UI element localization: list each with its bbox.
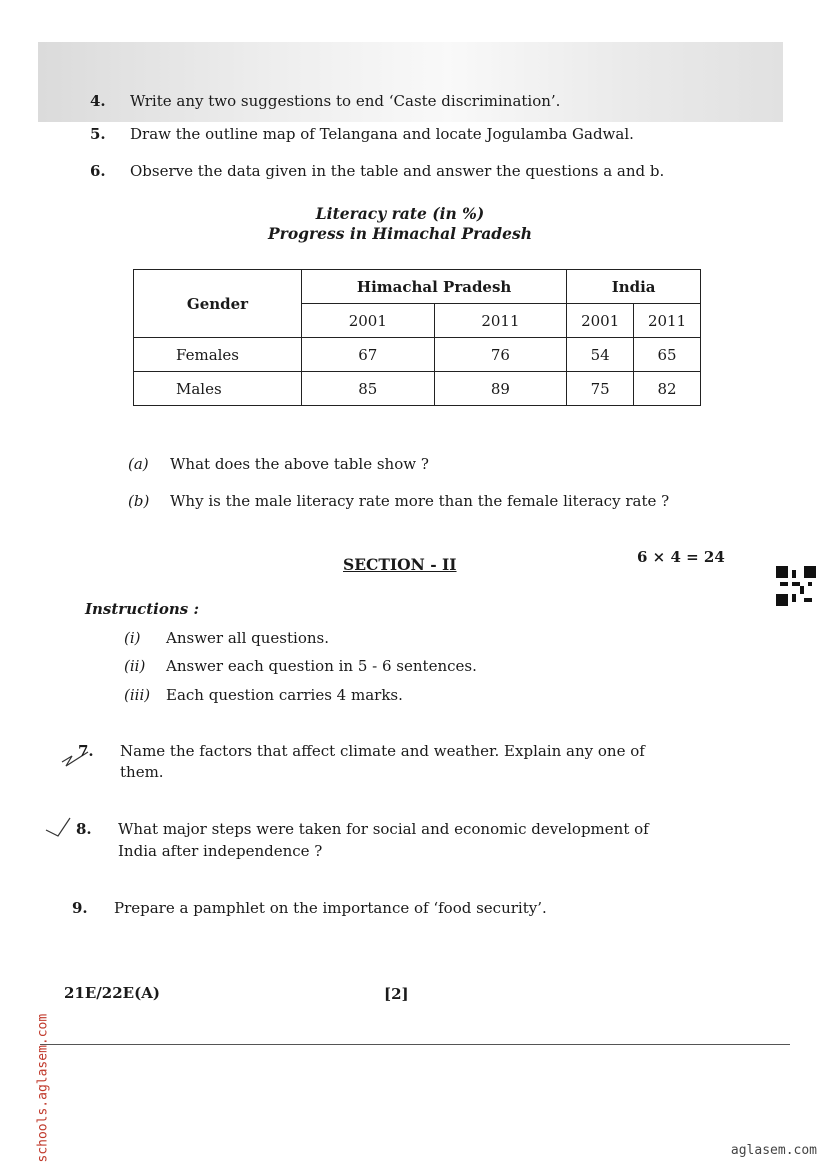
table-cell: 65: [634, 338, 701, 372]
table-cell: 67: [302, 338, 435, 372]
question-7-continued: them.: [120, 763, 164, 781]
side-watermark: schools.aglasem.com: [35, 1013, 51, 1163]
literacy-table: [133, 269, 701, 406]
instruction-roman: (ii): [124, 657, 146, 675]
question-number: 8.: [76, 820, 92, 838]
gender-header: Gender: [134, 270, 302, 338]
table-cell: 75: [567, 372, 634, 406]
sub-question-label: (a): [128, 455, 149, 473]
sub-question-label: (b): [128, 492, 150, 510]
question-5: [90, 124, 634, 144]
instruction-item: [124, 657, 477, 675]
sub-question-text: Why is the male literacy rate more than the female literacy rate ?: [170, 492, 670, 510]
sub-question-b: [128, 492, 669, 510]
page-number: [2]: [384, 985, 409, 1003]
year-cell: 2011: [434, 304, 567, 338]
instruction-text: Each question carries 4 marks.: [166, 686, 403, 704]
instruction-roman: (i): [124, 629, 141, 647]
instruction-roman: (iii): [124, 686, 151, 704]
table-row: [134, 372, 701, 406]
sub-question-a: [128, 455, 429, 473]
table-cell: 54: [567, 338, 634, 372]
question-number: 6.: [90, 162, 106, 180]
table-cell: 82: [634, 372, 701, 406]
question-text: Draw the outline map of Telangana and locate Jogulamba Gadwal.: [130, 125, 634, 143]
question-text: What major steps were taken for social and economic development of: [118, 820, 649, 838]
group-header-india: India: [567, 270, 701, 304]
instruction-text: Answer each question in 5 - 6 sentences.: [166, 657, 477, 675]
question-number: 7.: [78, 742, 94, 760]
question-number: 4.: [90, 92, 106, 110]
instructions-heading: Instructions :: [85, 600, 199, 618]
qr-code-icon: [776, 566, 816, 606]
row-label: Females: [134, 338, 302, 372]
divider-line: [40, 1044, 790, 1045]
table-title-line1: Literacy rate (in %): [315, 204, 485, 223]
table-title-line2: Progress in Himachal Pradesh: [268, 224, 532, 243]
sub-question-text: What does the above table show ?: [170, 455, 429, 473]
paper-code: 21E/22E(A): [64, 984, 160, 1002]
year-cell: 2001: [567, 304, 634, 338]
question-8: [76, 819, 649, 839]
table-cell: 89: [434, 372, 567, 406]
table-cell: 76: [434, 338, 567, 372]
table-cell: 85: [302, 372, 435, 406]
table-row: [134, 338, 701, 372]
question-number: 5.: [90, 125, 106, 143]
row-label: Males: [134, 372, 302, 406]
question-text: Observe the data given in the table and answer the questions a and b.: [130, 162, 665, 180]
year-cell: 2001: [302, 304, 435, 338]
question-7: [78, 741, 645, 761]
section-title: SECTION - II: [343, 555, 457, 574]
question-text: Prepare a pamphlet on the importance of ‘food security’.: [114, 899, 547, 917]
instruction-text: Answer all questions.: [166, 629, 329, 647]
instruction-item: [124, 686, 403, 704]
pen-tick-icon: [44, 816, 74, 846]
question-text: Write any two suggestions to end ‘Caste discrimination’.: [130, 92, 561, 110]
instruction-item: [124, 629, 329, 647]
section-marks: 6 × 4 = 24: [637, 548, 725, 566]
group-header-himachal: Himachal Pradesh: [302, 270, 567, 304]
question-8-continued: India after independence ?: [118, 842, 323, 860]
year-cell: 2011: [634, 304, 701, 338]
question-4: [90, 91, 560, 111]
question-text: Name the factors that affect climate and weather. Explain any one of: [120, 742, 645, 760]
table-header-row: [134, 270, 701, 304]
bottom-watermark: aglasem.com: [730, 1143, 817, 1158]
question-9: [72, 898, 547, 918]
question-6: [90, 161, 664, 181]
question-number: 9.: [72, 899, 88, 917]
